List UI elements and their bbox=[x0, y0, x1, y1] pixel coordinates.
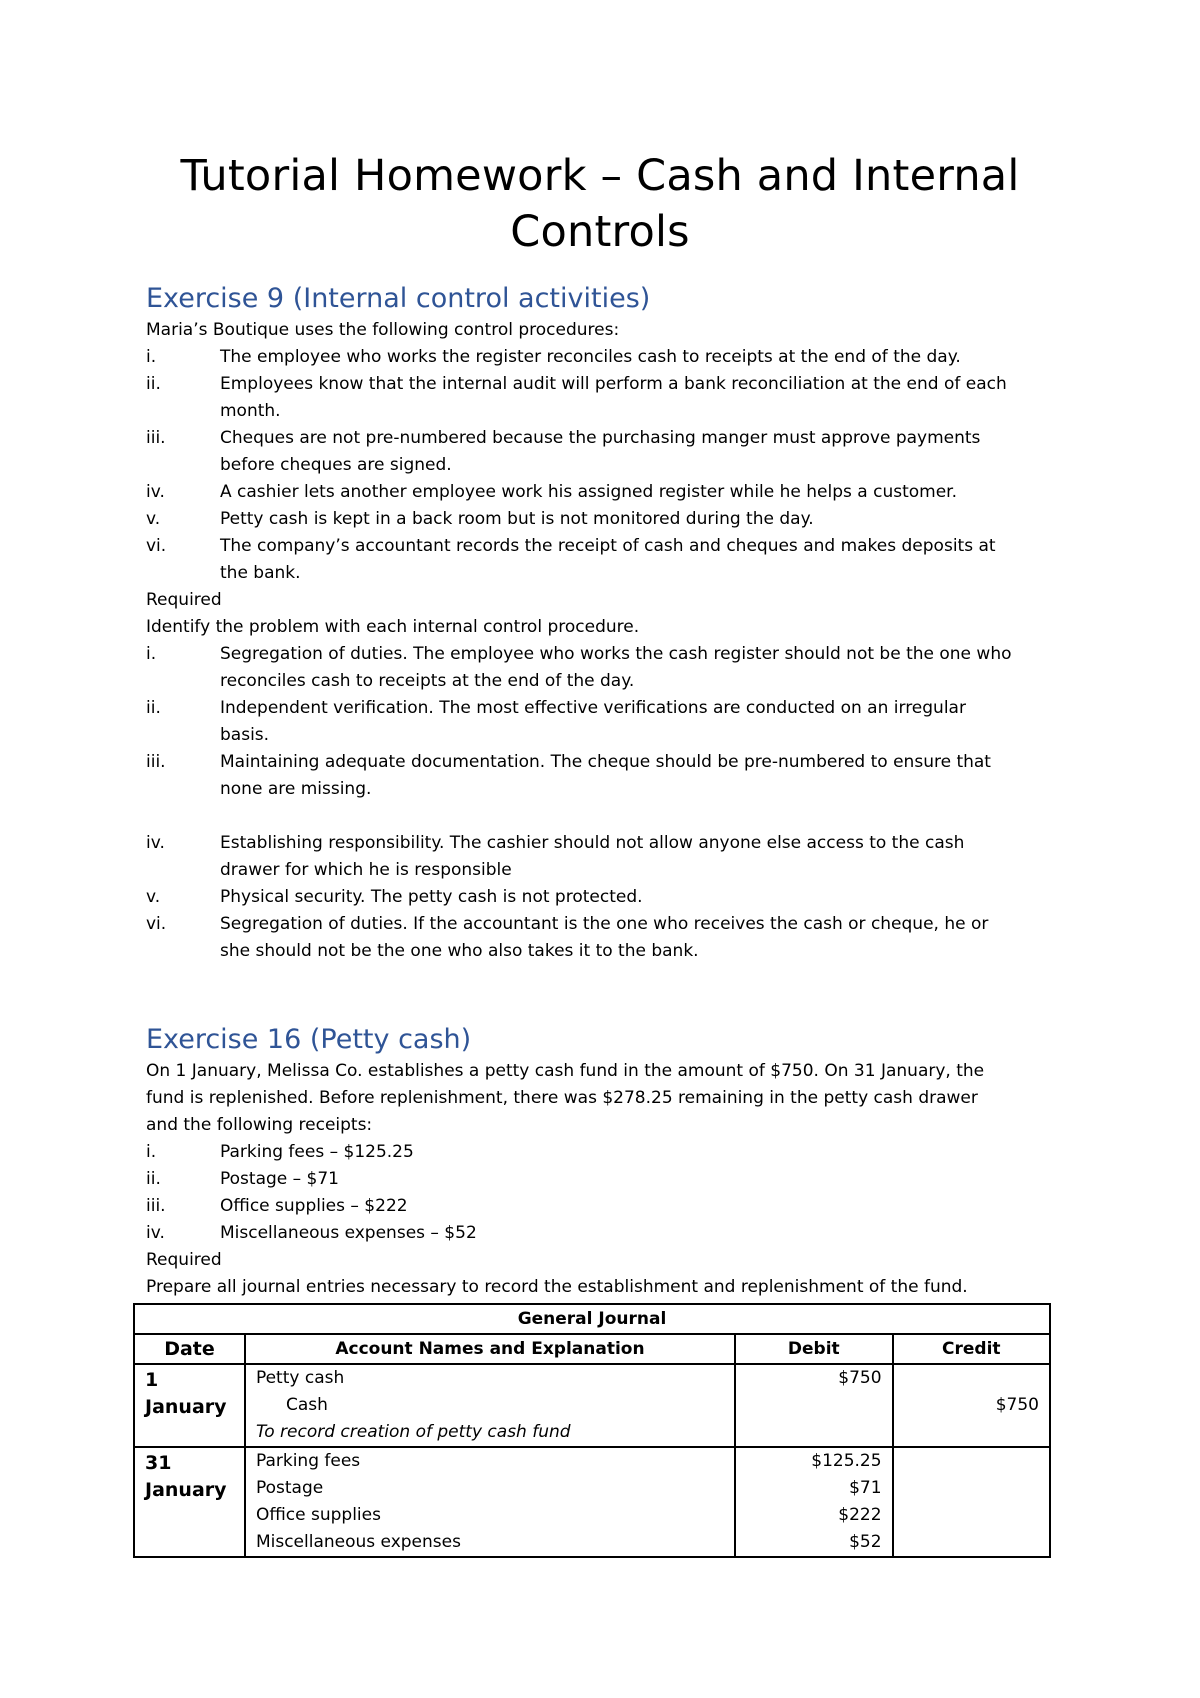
entry-date-day: 31 bbox=[145, 1452, 172, 1474]
account-debit-line: Miscellaneous expenses bbox=[255, 1532, 461, 1552]
required-text: Identify the problem with each internal control procedure. bbox=[146, 617, 640, 637]
procedure-number: v. bbox=[146, 509, 161, 529]
header-date: Date bbox=[134, 1334, 245, 1364]
general-journal-table bbox=[133, 1303, 1051, 1558]
account-debit-line: Parking fees bbox=[255, 1451, 361, 1471]
header-account: Account Names and Explanation bbox=[245, 1334, 735, 1364]
entry-debit bbox=[735, 1447, 893, 1557]
title-line-1: Tutorial Homework – Cash and Internal bbox=[180, 151, 1020, 201]
answer-number: vi. bbox=[146, 914, 167, 934]
procedure-number: vi. bbox=[146, 536, 167, 556]
header-credit: Credit bbox=[893, 1334, 1050, 1364]
procedure-text: The employee who works the register reconciles cash to receipts at the end of the day. bbox=[220, 347, 961, 367]
answer-text: Independent verification. The most effective verifications are conducted on an irregular bbox=[220, 698, 966, 718]
entry-accounts bbox=[245, 1447, 735, 1557]
procedure-text-cont: month. bbox=[220, 401, 281, 421]
receipt-number: iv. bbox=[146, 1223, 165, 1243]
exercise-16-intro-line-1: On 1 January, Melissa Co. establishes a petty cash fund in the amount of $750. On 31 January, the bbox=[146, 1061, 985, 1081]
answer-text-cont: none are missing. bbox=[220, 779, 372, 799]
account-debit-line: Postage bbox=[255, 1478, 324, 1498]
answer-number: i. bbox=[146, 644, 157, 664]
receipt-text: Office supplies – $222 bbox=[220, 1196, 408, 1216]
answer-text-cont: reconciles cash to receipts at the end of the day. bbox=[220, 671, 635, 691]
journal-title: General Journal bbox=[134, 1304, 1050, 1334]
debit-amount: $52 bbox=[849, 1532, 882, 1552]
answer-text: Segregation of duties. The employee who works the cash register should not be the one who bbox=[220, 644, 1012, 664]
answer-number: iii. bbox=[146, 752, 166, 772]
procedure-text: Employees know that the internal audit will perform a bank reconciliation at the end of each bbox=[220, 374, 1007, 394]
required-label: Required bbox=[146, 590, 222, 610]
account-debit-line: Petty cash bbox=[255, 1368, 345, 1388]
entry-credit bbox=[893, 1447, 1050, 1557]
receipt-number: ii. bbox=[146, 1169, 161, 1189]
entry-date bbox=[134, 1447, 245, 1557]
debit-amount: $125.25 bbox=[811, 1451, 882, 1471]
exercise-16-intro-line-3: and the following receipts: bbox=[146, 1115, 373, 1135]
entry-date bbox=[134, 1364, 245, 1447]
procedure-text-cont: before cheques are signed. bbox=[220, 455, 452, 475]
exercise-9-heading: Exercise 9 (Internal control activities) bbox=[146, 283, 651, 314]
procedure-text-cont: the bank. bbox=[220, 563, 301, 583]
answer-text: Maintaining adequate documentation. The cheque should be pre-numbered to ensure that bbox=[220, 752, 991, 772]
credit-amount: $750 bbox=[995, 1395, 1039, 1415]
entry-explanation: To record creation of petty cash fund bbox=[255, 1422, 571, 1442]
account-credit-line: Cash bbox=[285, 1395, 328, 1415]
debit-amount: $71 bbox=[849, 1478, 882, 1498]
account-debit-line: Office supplies bbox=[255, 1505, 381, 1525]
answer-number: ii. bbox=[146, 698, 161, 718]
entry-credit bbox=[893, 1364, 1050, 1447]
journal-entry-row bbox=[134, 1364, 1050, 1447]
procedure-text: A cashier lets another employee work his assigned register while he helps a customer. bbox=[220, 482, 958, 502]
answer-text-cont: basis. bbox=[220, 725, 270, 745]
journal-entry-row bbox=[134, 1447, 1050, 1557]
answer-text-cont: she should not be the one who also takes it to the bank. bbox=[220, 941, 699, 961]
procedure-number: iii. bbox=[146, 428, 166, 448]
answer-text: Establishing responsibility. The cashier should not allow anyone else access to the cash bbox=[220, 833, 965, 853]
procedure-number: iv. bbox=[146, 482, 165, 502]
entry-accounts bbox=[245, 1364, 735, 1447]
title-line-2: Controls bbox=[510, 207, 690, 257]
procedure-number: i. bbox=[146, 347, 157, 367]
answer-text: Physical security. The petty cash is not protected. bbox=[220, 887, 643, 907]
header-debit: Debit bbox=[735, 1334, 893, 1364]
procedure-number: ii. bbox=[146, 374, 161, 394]
entry-debit bbox=[735, 1364, 893, 1447]
receipt-number: i. bbox=[146, 1142, 157, 1162]
journal-header-row bbox=[134, 1334, 1050, 1364]
receipt-text: Miscellaneous expenses – $52 bbox=[220, 1223, 477, 1243]
procedure-text: Petty cash is kept in a back room but is not monitored during the day. bbox=[220, 509, 814, 529]
answer-text: Segregation of duties. If the accountant is the one who receives the cash or cheque, he or bbox=[220, 914, 989, 934]
journal-title-row bbox=[134, 1304, 1050, 1334]
answer-text-cont: drawer for which he is responsible bbox=[220, 860, 512, 880]
debit-amount: $222 bbox=[838, 1505, 882, 1525]
exercise-16-required-label: Required bbox=[146, 1250, 222, 1270]
debit-amount: $750 bbox=[838, 1368, 882, 1388]
procedure-text: The company’s accountant records the receipt of cash and cheques and makes deposits at bbox=[220, 536, 996, 556]
receipt-text: Parking fees – $125.25 bbox=[220, 1142, 414, 1162]
page-title bbox=[100, 148, 1100, 260]
procedure-text: Cheques are not pre-numbered because the purchasing manger must approve payments bbox=[220, 428, 981, 448]
exercise-16-heading: Exercise 16 (Petty cash) bbox=[146, 1024, 472, 1055]
exercise-16-required-text: Prepare all journal entries necessary to record the establishment and replenishment of the fund. bbox=[146, 1277, 968, 1297]
answer-number: iv. bbox=[146, 833, 165, 853]
exercise-9-intro: Maria’s Boutique uses the following control procedures: bbox=[146, 320, 620, 340]
answer-number: v. bbox=[146, 887, 161, 907]
entry-date-month: January bbox=[145, 1396, 227, 1418]
receipt-number: iii. bbox=[146, 1196, 166, 1216]
entry-date-month: January bbox=[145, 1479, 227, 1501]
receipt-text: Postage – $71 bbox=[220, 1169, 339, 1189]
exercise-16-intro-line-2: fund is replenished. Before replenishment, there was $278.25 remaining in the petty cash drawer bbox=[146, 1088, 978, 1108]
entry-date-day: 1 bbox=[145, 1369, 159, 1391]
